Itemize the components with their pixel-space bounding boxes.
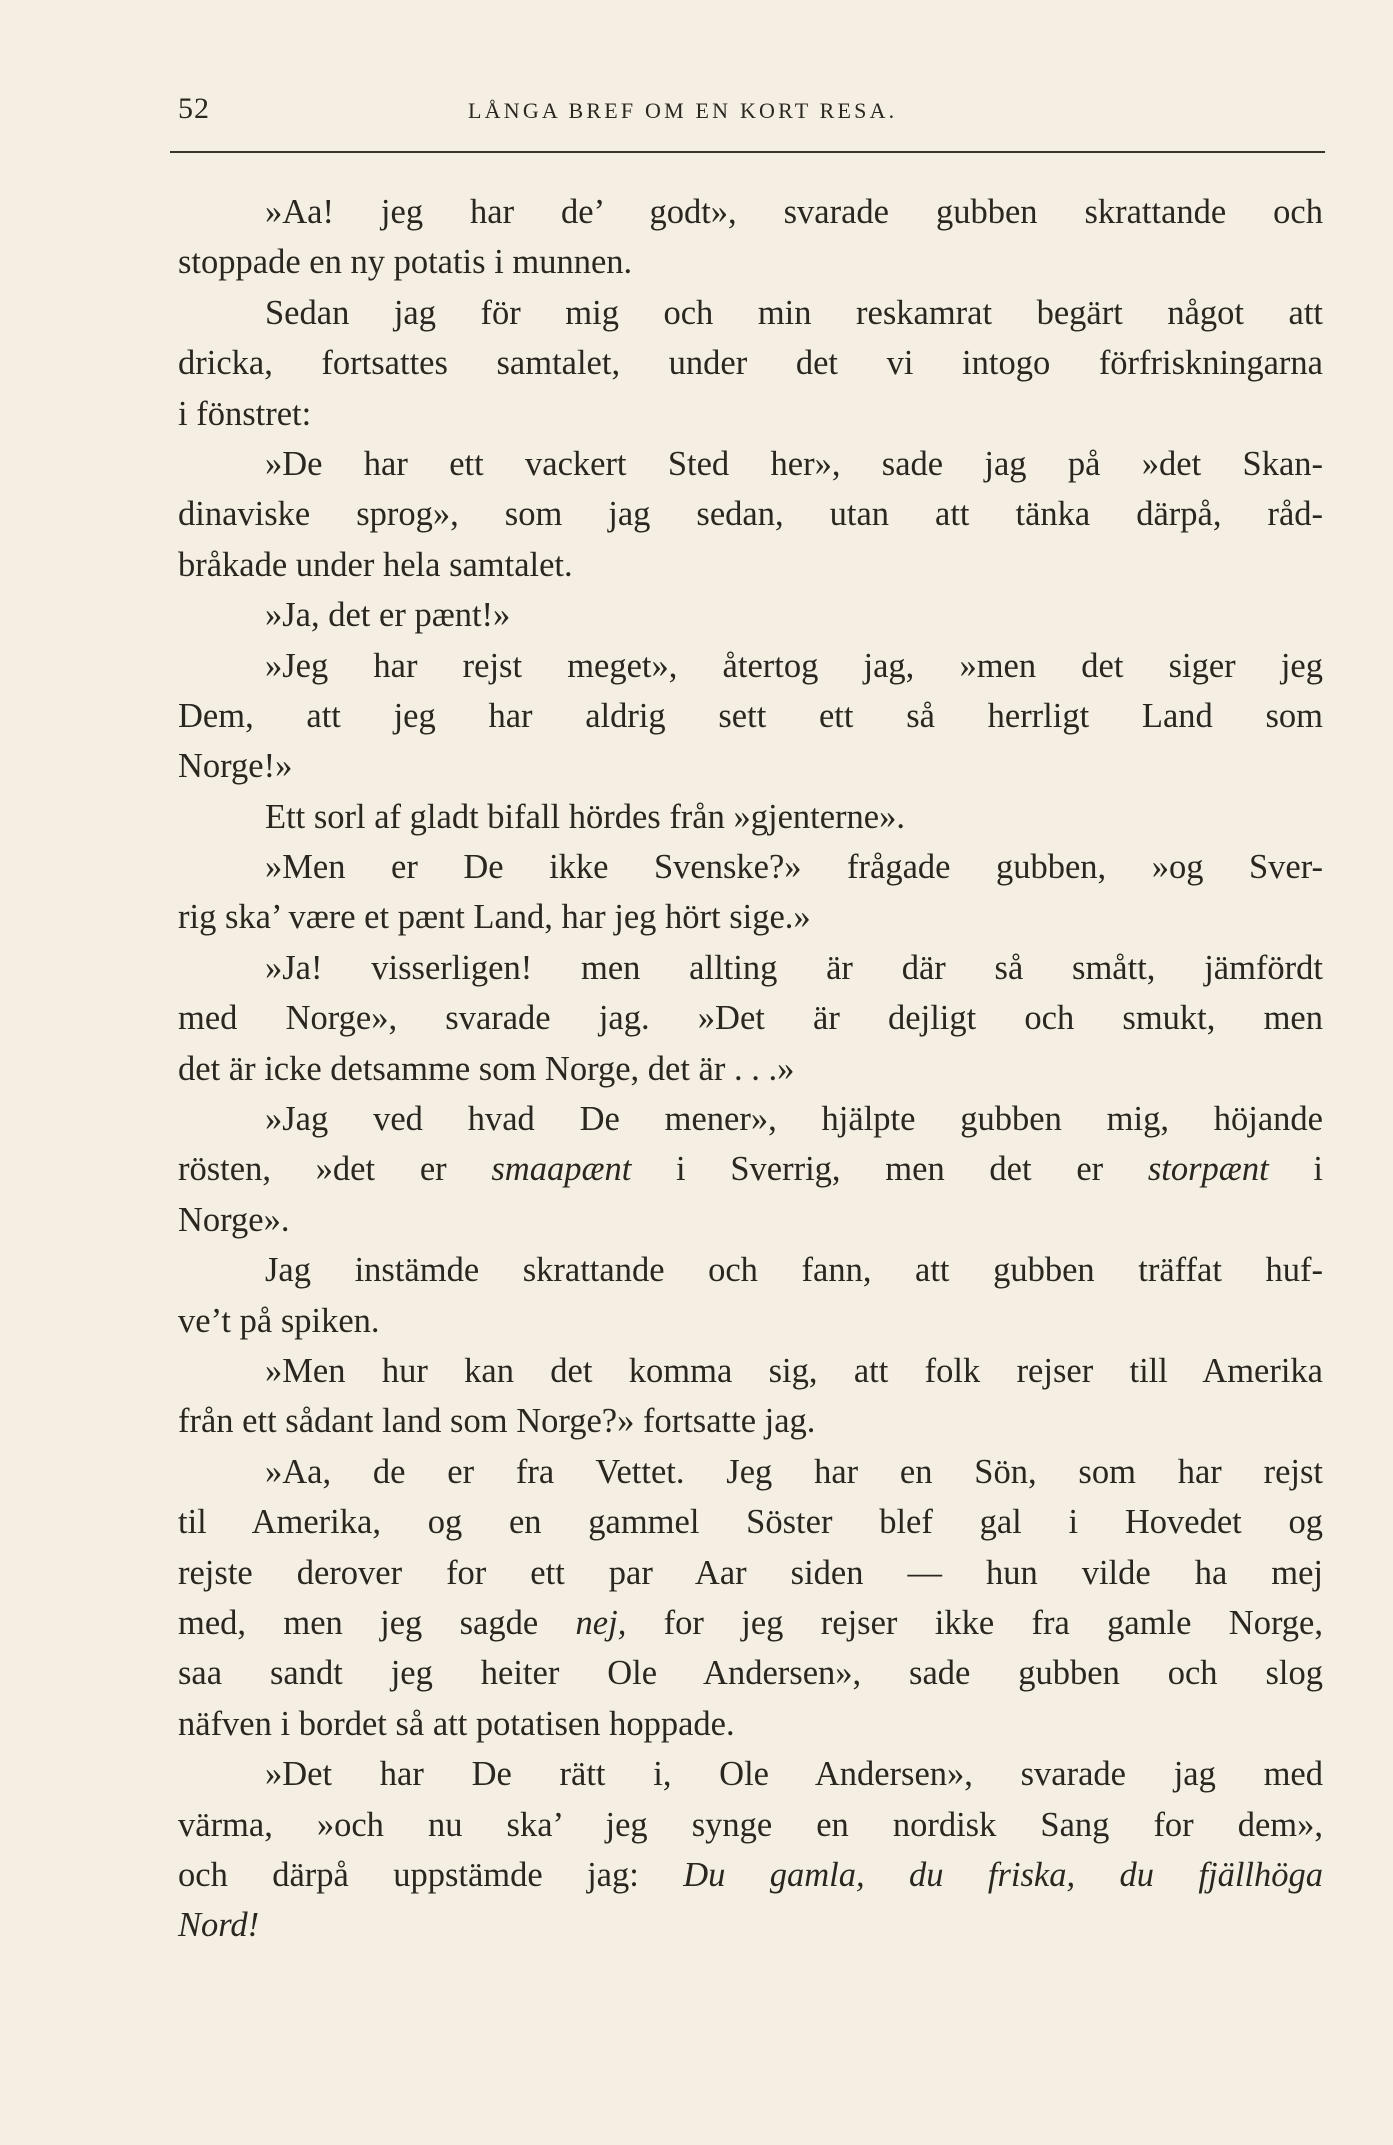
text-line [178, 1144, 1323, 1194]
text-line: »Aa! jeg har de’ godt», svarade gubben skrattande och [265, 193, 1323, 231]
text-line: »De har ett vackert Sted her», sade jag på »det Skan- [265, 444, 1323, 483]
text-line: dricka, fortsattes samtalet, under det vi intogo förfriskningarna [178, 344, 1323, 383]
text-line: »Men hur kan det komma sig, att folk rejser till Amerika [265, 1351, 1323, 1390]
text-segment: och därpå uppstämde jag: [178, 1855, 684, 1894]
text-line: med Norge», svarade jag. »Det är dejligt och smukt, men [178, 999, 1323, 1038]
text-line: saa sandt jeg heiter Ole Andersen», sade gubben och slog [178, 1654, 1323, 1693]
text-line: från ett sådant land som Norge?» fortsatte jag. [178, 1402, 816, 1441]
italic-word-storpaent: storpænt [1147, 1150, 1269, 1189]
text-line: rejste derover for ett par Aar siden — hun vilde ha mej [178, 1553, 1323, 1592]
running-title: LÅNGA BREF OM EN KORT RESA. [468, 98, 898, 123]
text-line: det är icke detsamme som Norge, det är . . .» [178, 1049, 795, 1088]
body-text [178, 187, 1323, 1951]
header-divider [170, 151, 1325, 153]
italic-word-nej: nej, [575, 1603, 627, 1642]
text-line: »Ja! visserligen! men allting är där så smått, jämfördt [265, 948, 1323, 987]
text-segment: rösten, »det er [178, 1150, 492, 1189]
italic-word-smaapaent: smaapænt [491, 1150, 632, 1189]
text-line: »Men er De ikke Svenske?» frågade gubben, »og Sver- [265, 848, 1323, 887]
text-line: rig ska’ være et pænt Land, har jeg hört sige.» [178, 898, 811, 937]
text-segment: i [1268, 1150, 1323, 1189]
text-segment: med, men jeg sagde [178, 1603, 576, 1642]
text-line: i fönstret: [178, 394, 312, 433]
text-line: Sedan jag för mig och min reskamrat begärt något att [265, 293, 1323, 332]
text-line: »Jeg har rejst meget», återtog jag, »men det siger jeg [265, 646, 1323, 685]
text-line: stoppade en ny potatis i munnen. [178, 243, 633, 282]
text-line: »Jag ved hvad De mener», hjälpte gubben mig, höjande [265, 1100, 1323, 1139]
text-line: Dem, att jeg har aldrig sett ett så herrligt Land som [178, 696, 1323, 735]
text-line: Jag instämde skrattande och fann, att gubben träffat huf- [265, 1251, 1323, 1290]
page-header [178, 92, 1323, 132]
text-line: »Det har De rätt i, Ole Andersen», svarade jag med [265, 1755, 1323, 1794]
text-line: »Ja, det er pænt!» [265, 596, 511, 635]
text-line [178, 1850, 1323, 1900]
text-line: til Amerika, og en gammel Söster blef gal i Hovedet og [178, 1503, 1323, 1542]
text-line: Nord! [178, 1906, 260, 1945]
text-line: Norge». [178, 1200, 290, 1239]
text-line: näfven i bordet så att potatisen hoppade. [178, 1704, 735, 1743]
text-segment: for jeg rejser ikke fra gamle Norge, [626, 1603, 1323, 1642]
text-line: värma, »och nu ska’ jeg synge en nordisk Sang for dem», [178, 1805, 1323, 1844]
text-line: Ett sorl af gladt bifall hördes från »gjenterne». [265, 797, 905, 836]
page-number: 52 [178, 92, 210, 125]
text-line: »Aa, de er fra Vettet. Jeg har en Sön, som har rejst [265, 1452, 1323, 1491]
text-line: bråkade under hela samtalet. [178, 545, 573, 584]
text-line: ve’t på spiken. [178, 1301, 380, 1340]
text-segment: i Sverrig, men det er [631, 1150, 1148, 1189]
text-line: dinaviske sprog», som jag sedan, utan att tänka därpå, råd- [178, 495, 1323, 534]
italic-song-title: Du gamla, du friska, du fjällhöga [683, 1855, 1323, 1894]
text-line [178, 1598, 1323, 1648]
text-line: Norge!» [178, 747, 293, 786]
